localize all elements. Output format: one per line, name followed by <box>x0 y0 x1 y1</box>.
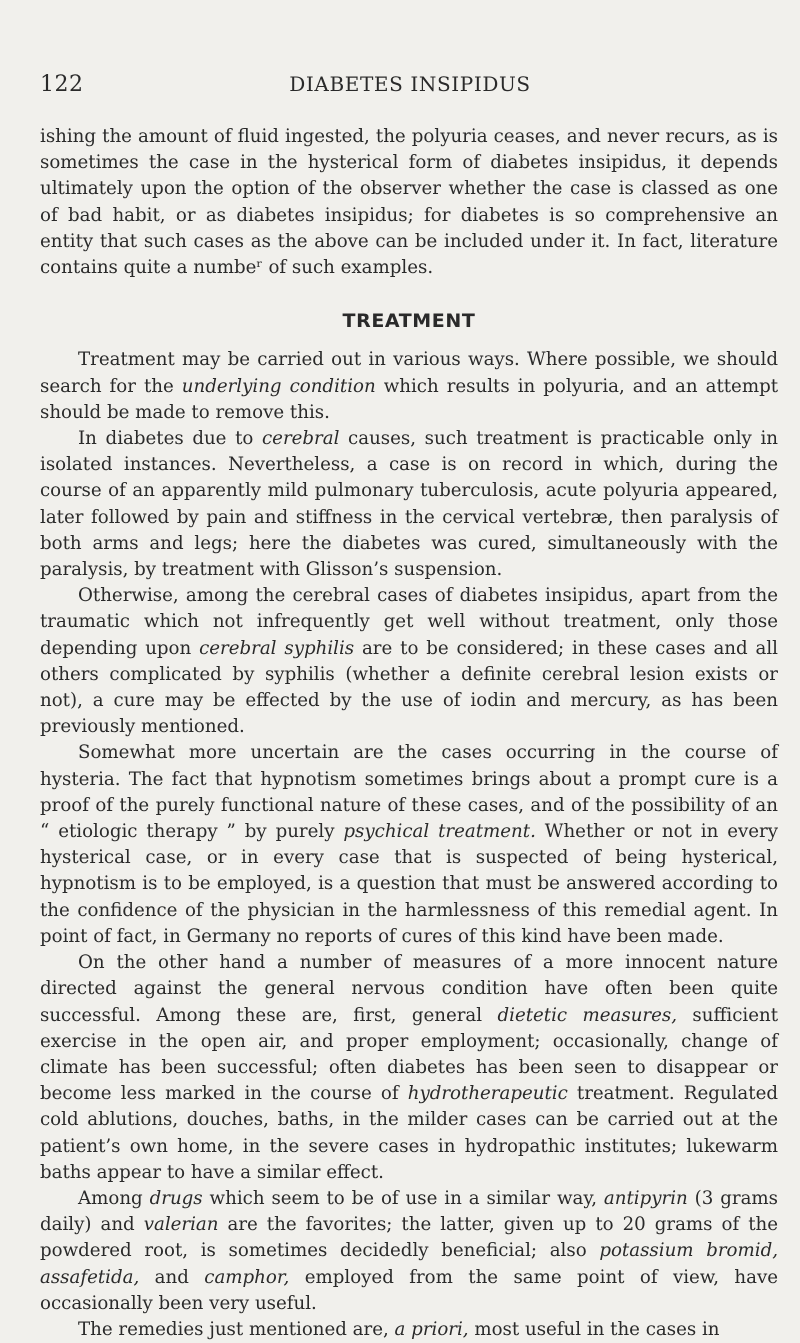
paragraph-cerebral-syphilis: Otherwise, among the cerebral cases of diabetes insipidus, apart from the traumatic which not infrequently get well without treatment, only those depending upon cerebral syphilis are to be considered; in these cases and all others complicated by syphilis (whether a definite cerebral lesion exists or not), a cure may be effected by the use of iodin and mercury, as has been previously mentioned. <box>40 585 778 738</box>
running-title: DIABETES INSIPIDUS <box>289 72 531 96</box>
section-heading: TREATMENT <box>342 310 476 333</box>
page-number: 122 <box>40 72 84 97</box>
paragraph-remedies: The remedies just mentioned are, a priori, most useful in the cases in <box>78 1318 720 1340</box>
paragraph-hysteria: Somewhat more uncertain are the cases occurring in the course of hysteria. The fact that hypnotism sometimes brings about a prompt cure is a proof of the purely functional nature of these cases, and of the possibility of an “ etiologic therapy ” by purely psychical treatment. Whether or not in every hysterical case, or in every case that is suspected of being hysterical, hypnotism is to be employed, is a question that must be answered according to the confidence of the physician in the harmlessness of this remedial agent. In point of fact, in Germany no reports of cures of this kind have been made. <box>40 742 778 947</box>
page-body <box>40 124 778 1343</box>
paragraph-continuation: ishing the amount of fluid ingested, the polyuria ceases, and never recurs, as is sometimes the case in the hysterical form of diabetes insipidus, it depends ultimately upon the option of the observer whether the case is classed as one of bad habit, or as diabetes insipidus; for diabetes is so comprehensive an entity that such cases as the above can be included under it. In fact, literature contains quite a numbeʳ of such examples. <box>40 126 778 279</box>
paragraph-drugs: Among drugs which seem to be of use in a similar way, antipyrin (3 grams daily) and valerian are the favorites; the latter, given up to 20 grams of the powdered root, is sometimes decidedly beneficial; also potassium bromid, assafetida, and camphor, employed from the same point of view, have occasionally been very useful. <box>40 1187 778 1314</box>
paragraph-dietetic-measures: On the other hand a number of measures of a more innocent nature directed against the general nervous condition have often been quite successful. Among these are, first, general dietetic measures, sufficient exercise in the open air, and proper employment; occasionally, change of climate has been successful; often diabetes has been seen to disappear or become less marked in the course of hydrotherapeutic treatment. Regulated cold ablutions, douches, baths, in the milder cases can be carried out at the patient’s own home, in the severe cases in hydropathic institutes; lukewarm baths appear to have a similar effect. <box>40 952 779 1183</box>
paragraph-underlying-condition: Treatment may be carried out in various ways. Where possible, we should search for the underlying condition which results in polyuria, and an attempt should be made to remove this. <box>40 349 779 423</box>
page-header <box>40 72 780 102</box>
paragraph-cerebral-causes: In diabetes due to cerebral causes, such treatment is practicable only in isolated instances. Nevertheless, a case is on record in which, during the course of an apparently mild pulmonary tuberculosis, acute polyuria appeared, later followed by pain and stiffness in the cervical vertebræ, then paralysis of both arms and legs; here the diabetes was cured, simultaneously with the paralysis, by treatment with Glisson’s suspension. <box>40 428 779 581</box>
